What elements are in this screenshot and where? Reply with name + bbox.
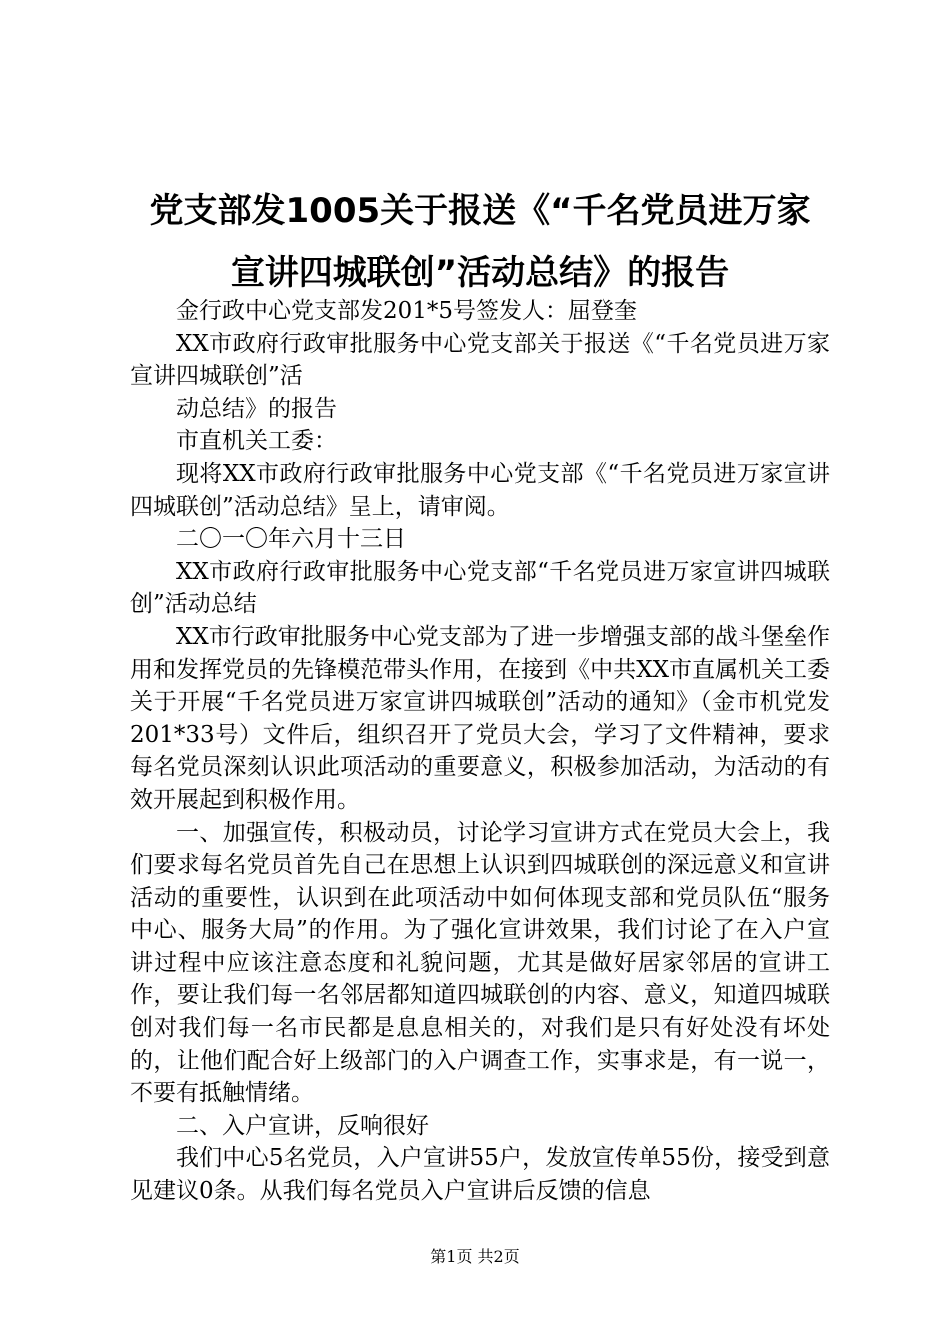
document-title [110, 180, 850, 304]
issuer-line: 金行政中心党支部发201*5号签发人：屈登奎 [176, 298, 638, 324]
title-line-1: 党支部发1005关于报送《“千名党员进万家 [149, 191, 811, 231]
page-number: 第1页 共2页 [430, 1247, 520, 1266]
summary-heading: XX市政府行政审批服务中心党支部“千名党员进万家宣讲四城联创”活动总结 [130, 558, 830, 618]
title-line-2: 宣讲四城联创”活动总结》的报告 [230, 253, 730, 293]
section-two-paragraph: 我们中心5名党员，入户宣讲55户，发放宣传单55份，接受到意见建议0条。从我们每名党员入户宣讲后反馈的信息 [130, 1145, 830, 1205]
section-one-paragraph: 一、加强宣传，积极动员，讨论学习宣讲方式在党员大会上，我们要求每名党员首先自己在思想上认识到四城联创的深远意义和宣讲活动的重要性，认识到在此项活动中如何体现支部和党员队伍“服务中心、服务大局”的作用。为了强化宣讲效果，我们讨论了在入户宣讲过程中应该注意态度和礼貌问题，尤其是做好居家邻居的宣讲工作，要让我们每一名邻居都知道四城联创的内容、意义，知道四城联创对我们每一名市民都是息息相关的，对我们是只有好处没有坏处的，让他们配合好上级部门的入户调查工作，实事求是，有一说一，不要有抵触情绪。 [130, 819, 830, 1107]
section-two-heading: 二、入户宣讲，反响很好 [176, 1112, 429, 1139]
report-heading: XX市政府行政审批服务中心党支部关于报送《“千名党员进万家宣讲四城联创”活 [130, 330, 830, 390]
document-body [130, 295, 830, 1208]
date-line: 二〇一〇年六月十三日 [176, 526, 406, 553]
intro-paragraph: XX市行政审批服务中心党支部为了进一步增强支部的战斗堡垒作用和发挥党员的先锋模范带头作用，在接到《中共XX市直属机关工委关于开展“千名党员进万家宣讲四城联创”活动的通知》（金市机党发201*33号）文件后，组织召开了党员大会，学习了文件精神，要求每名党员深刻认识此项活动的重要意义，积极参加活动，为活动的有效开展起到积极作用。 [130, 623, 830, 813]
submission-paragraph: 现将XX市政府行政审批服务中心党支部《“千名党员进万家宣讲四城联创”活动总结》呈上，请审阅。 [130, 460, 830, 520]
recipient-line: 市直机关工委： [176, 428, 337, 455]
report-heading-cont: 动总结》的报告 [176, 395, 337, 422]
